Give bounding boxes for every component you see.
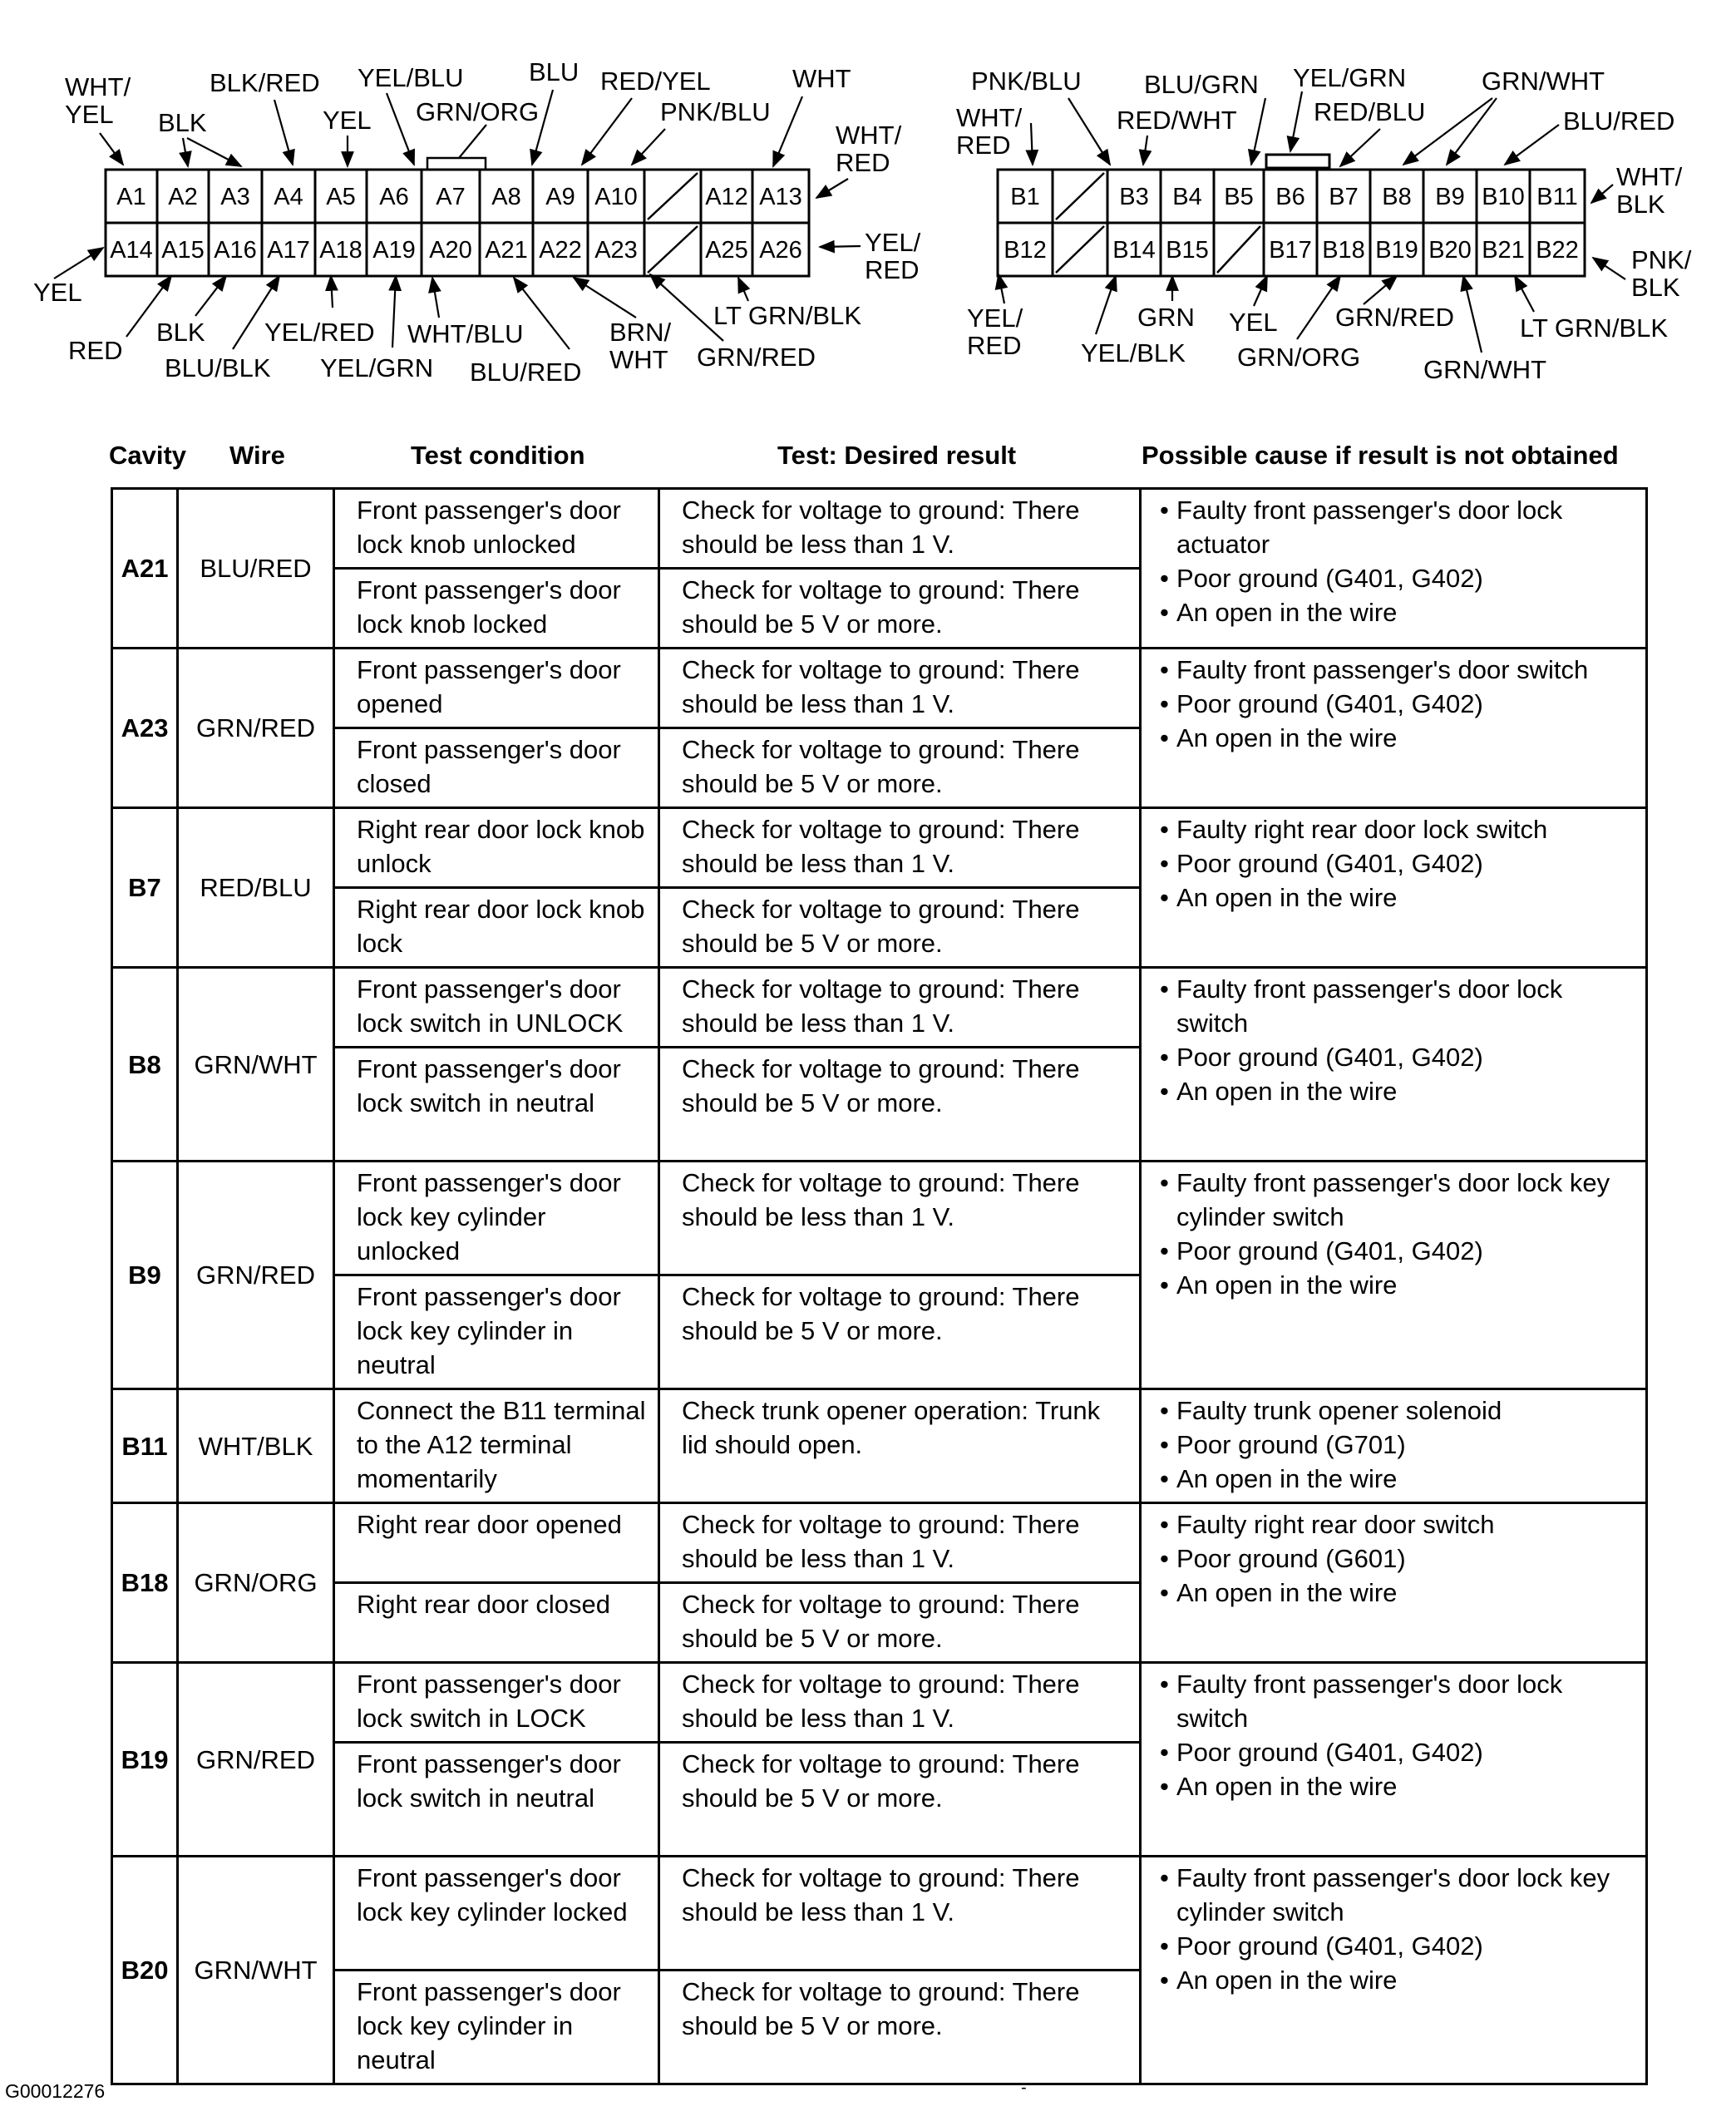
test-condition-cell: Right rear door lock knob lock bbox=[334, 888, 659, 968]
header-possible-cause: Possible cause if result is not obtained bbox=[1142, 441, 1619, 470]
wire-label: RED bbox=[956, 131, 1011, 160]
pin-label: B20 bbox=[1428, 237, 1472, 264]
wire-label: RED bbox=[865, 255, 920, 284]
pin-label: A21 bbox=[485, 237, 528, 264]
desired-result-cell: Check for voltage to ground: There should be 5 V or more. bbox=[659, 569, 1141, 649]
pin-label: A8 bbox=[491, 184, 521, 210]
wire-label: WHT/ bbox=[956, 103, 1023, 132]
table-row bbox=[112, 1162, 1647, 1275]
pin-label: B22 bbox=[1536, 237, 1579, 264]
wire-label: GRN/ORG bbox=[1237, 343, 1361, 372]
connector-b-lock-tab bbox=[1266, 155, 1329, 168]
pin-label: B1 bbox=[1010, 184, 1040, 210]
cause-item: • An open in the wire bbox=[1160, 721, 1637, 755]
cavity-cell: B19 bbox=[112, 1663, 178, 1857]
connector-b bbox=[998, 170, 1585, 276]
cause-item: • Faulty front passenger's door lock key cylinder switch bbox=[1160, 1861, 1637, 1929]
test-condition-cell: Right rear door opened bbox=[334, 1503, 659, 1583]
cause-list bbox=[1160, 1667, 1637, 1803]
possible-cause-cell bbox=[1141, 489, 1647, 649]
wire-label: GRN/RED bbox=[1335, 303, 1454, 332]
pin-label: A15 bbox=[161, 237, 205, 264]
cause-list bbox=[1160, 812, 1637, 915]
pin-label: A12 bbox=[705, 184, 748, 210]
wire-label: WHT/ bbox=[836, 121, 902, 150]
cause-list bbox=[1160, 1393, 1637, 1496]
cause-item: • Poor ground (G601) bbox=[1160, 1541, 1637, 1576]
wire-label: RED/BLU bbox=[1314, 97, 1426, 126]
cause-item: • Faulty front passenger's door lock switch bbox=[1160, 972, 1637, 1040]
wire-label: PNK/BLU bbox=[660, 97, 771, 126]
wire-label: BRN/ bbox=[609, 318, 672, 347]
desired-result-cell: Check for voltage to ground: There should be less than 1 V. bbox=[659, 1663, 1141, 1743]
pin-label: A14 bbox=[110, 237, 153, 264]
desired-result-cell: Check for voltage to ground: There should be less than 1 V. bbox=[659, 649, 1141, 728]
wire-label: WHT/ bbox=[65, 72, 131, 101]
cause-item: • An open in the wire bbox=[1160, 1576, 1637, 1610]
pin-label: B15 bbox=[1166, 237, 1209, 264]
test-condition-cell: Front passenger's door lock switch in neutral bbox=[334, 1048, 659, 1162]
connector-a-lock-tab bbox=[427, 158, 486, 170]
table-row bbox=[112, 968, 1647, 1048]
desired-result-cell: Check for voltage to ground: There should be 5 V or more. bbox=[659, 1743, 1141, 1857]
cause-list bbox=[1160, 493, 1637, 629]
cause-item: • Poor ground (G401, G402) bbox=[1160, 1234, 1637, 1268]
wire-label: RED bbox=[836, 148, 890, 177]
pin-label: B10 bbox=[1482, 184, 1525, 210]
desired-result-cell: Check for voltage to ground: There should be 5 V or more. bbox=[659, 1971, 1141, 2084]
wire-label: YEL/BLU bbox=[358, 63, 464, 92]
test-condition-cell: Front passenger's door lock knob locked bbox=[334, 569, 659, 649]
cause-item: • Poor ground (G401, G402) bbox=[1160, 561, 1637, 595]
wire-label: LT GRN/BLK bbox=[713, 301, 862, 330]
table-row bbox=[112, 649, 1647, 728]
wire-label: BLK/RED bbox=[210, 68, 320, 97]
cause-item: • An open in the wire bbox=[1160, 1268, 1637, 1302]
cavity-cell: B9 bbox=[112, 1162, 178, 1389]
pin-label: A20 bbox=[429, 237, 472, 264]
pin-label: B18 bbox=[1322, 237, 1365, 264]
pin-label: A23 bbox=[594, 237, 638, 264]
wire-label: BLU/RED bbox=[1563, 106, 1675, 136]
possible-cause-cell bbox=[1141, 1503, 1647, 1663]
wire-label: BLU/RED bbox=[470, 358, 582, 387]
possible-cause-cell bbox=[1141, 1389, 1647, 1503]
wire-label: BLK bbox=[1616, 190, 1665, 219]
wire-label: WHT bbox=[609, 345, 668, 374]
wire-label: GRN/ORG bbox=[416, 97, 540, 126]
pin-label: A7 bbox=[436, 184, 466, 210]
connector-a bbox=[106, 170, 809, 276]
desired-result-cell: Check for voltage to ground: There should be less than 1 V. bbox=[659, 489, 1141, 569]
wire-label: YEL/RED bbox=[264, 318, 375, 347]
wire-label: BLU/GRN bbox=[1144, 70, 1259, 99]
test-condition-cell: Right rear door lock knob unlock bbox=[334, 808, 659, 888]
test-condition-cell: Front passenger's door lock knob unlocked bbox=[334, 489, 659, 569]
pin-label: A25 bbox=[705, 237, 748, 264]
possible-cause-cell bbox=[1141, 1162, 1647, 1389]
wire-label: YEL/BLK bbox=[1081, 338, 1186, 367]
wire-label: RED bbox=[68, 336, 123, 365]
wire-label: LT GRN/BLK bbox=[1520, 313, 1669, 343]
test-condition-cell: Right rear door closed bbox=[334, 1583, 659, 1663]
wire-cell: GRN/RED bbox=[178, 649, 334, 808]
test-table bbox=[111, 487, 1648, 2085]
wire-label: BLK bbox=[158, 108, 207, 137]
wire-label: RED/YEL bbox=[600, 67, 711, 96]
wire-label: YEL/ bbox=[865, 228, 921, 257]
wire-label: YEL bbox=[323, 106, 372, 135]
pin-label: B17 bbox=[1269, 237, 1312, 264]
pin-label: A1 bbox=[116, 184, 146, 210]
cause-list bbox=[1160, 1507, 1637, 1610]
wire-label: BLU/BLK bbox=[165, 353, 271, 382]
cause-item: • Poor ground (G401, G402) bbox=[1160, 687, 1637, 721]
header-test-condition: Test condition bbox=[411, 441, 585, 470]
cause-item: • Poor ground (G401, G402) bbox=[1160, 1735, 1637, 1769]
pin-label: A3 bbox=[220, 184, 250, 210]
pin-label: A19 bbox=[372, 237, 416, 264]
wire-label: GRN/WHT bbox=[1482, 67, 1605, 96]
desired-result-cell: Check for voltage to ground: There should be 5 V or more. bbox=[659, 888, 1141, 968]
figure-id: G00012276 bbox=[5, 2080, 106, 2102]
test-condition-cell: Front passenger's door lock key cylinder in neutral bbox=[334, 1971, 659, 2084]
wire-cell: BLU/RED bbox=[178, 489, 334, 649]
pin-label: B21 bbox=[1482, 237, 1525, 264]
test-condition-cell: Front passenger's door lock switch in neutral bbox=[334, 1743, 659, 1857]
cause-item: • An open in the wire bbox=[1160, 595, 1637, 629]
wire-label: BLU bbox=[529, 57, 579, 86]
possible-cause-cell bbox=[1141, 808, 1647, 968]
wire-label: YEL/GRN bbox=[1293, 63, 1407, 92]
wire-label: YEL/GRN bbox=[320, 353, 434, 382]
pin-label: B8 bbox=[1382, 184, 1412, 210]
cause-item: • Faulty front passenger's door lock actuator bbox=[1160, 493, 1637, 561]
wire-cell: GRN/RED bbox=[178, 1162, 334, 1389]
wire-label: BLK bbox=[156, 318, 205, 347]
test-condition-cell: Front passenger's door lock key cylinder in neutral bbox=[334, 1275, 659, 1389]
pin-label: B9 bbox=[1435, 184, 1465, 210]
pin-label: B5 bbox=[1224, 184, 1254, 210]
pin-label: A17 bbox=[267, 237, 310, 264]
desired-result-cell: Check for voltage to ground: There should be less than 1 V. bbox=[659, 1503, 1141, 1583]
test-condition-cell: Front passenger's door opened bbox=[334, 649, 659, 728]
cause-item: • Faulty right rear door switch bbox=[1160, 1507, 1637, 1541]
header-wire: Wire bbox=[229, 441, 285, 470]
pin-label: A26 bbox=[759, 237, 802, 264]
wire-cell: GRN/ORG bbox=[178, 1503, 334, 1663]
cavity-cell: B8 bbox=[112, 968, 178, 1162]
table-row bbox=[112, 1503, 1647, 1583]
cavity-cell: A21 bbox=[112, 489, 178, 649]
wire-label: PNK/ bbox=[1631, 245, 1692, 274]
desired-result-cell: Check for voltage to ground: There should be less than 1 V. bbox=[659, 808, 1141, 888]
desired-result-cell: Check for voltage to ground: There should be 5 V or more. bbox=[659, 1275, 1141, 1389]
cause-list bbox=[1160, 1166, 1637, 1302]
pin-label: B4 bbox=[1172, 184, 1202, 210]
header-desired-result: Test: Desired result bbox=[777, 441, 1017, 470]
wire-label: GRN/RED bbox=[697, 343, 816, 372]
header-cavity: Cavity bbox=[109, 441, 187, 470]
table-row bbox=[112, 1389, 1647, 1503]
stray-mark: - bbox=[1021, 2079, 1027, 2097]
pin-label: A22 bbox=[539, 237, 582, 264]
possible-cause-cell bbox=[1141, 649, 1647, 808]
desired-result-cell: Check for voltage to ground: There should be 5 V or more. bbox=[659, 1048, 1141, 1162]
cause-item: • Poor ground (G701) bbox=[1160, 1428, 1637, 1462]
desired-result-cell: Check for voltage to ground: There should be 5 V or more. bbox=[659, 728, 1141, 808]
wire-label: WHT/BLU bbox=[407, 319, 524, 348]
desired-result-cell: Check for voltage to ground: There should be 5 V or more. bbox=[659, 1583, 1141, 1663]
wire-label: BLK bbox=[1631, 273, 1680, 302]
pin-label: B12 bbox=[1004, 237, 1047, 264]
desired-result-cell: Check for voltage to ground: There should be less than 1 V. bbox=[659, 1857, 1141, 1971]
cause-item: • Faulty front passenger's door lock switch bbox=[1160, 1667, 1637, 1735]
test-condition-cell: Front passenger's door lock key cylinder unlocked bbox=[334, 1162, 659, 1275]
desired-result-cell: Check trunk opener operation: Trunk lid should open. bbox=[659, 1389, 1141, 1503]
cavity-cell: B18 bbox=[112, 1503, 178, 1663]
wire-label: RED/WHT bbox=[1117, 106, 1237, 135]
test-condition-cell: Front passenger's door lock switch in UNLOCK bbox=[334, 968, 659, 1048]
wire-cell: RED/BLU bbox=[178, 808, 334, 968]
cavity-cell: B11 bbox=[112, 1389, 178, 1503]
cavity-cell: B7 bbox=[112, 808, 178, 968]
table-row bbox=[112, 1857, 1647, 1971]
cavity-cell: A23 bbox=[112, 649, 178, 808]
possible-cause-cell bbox=[1141, 1663, 1647, 1857]
cause-item: • Faulty right rear door lock switch bbox=[1160, 812, 1637, 846]
desired-result-cell: Check for voltage to ground: There should be less than 1 V. bbox=[659, 968, 1141, 1048]
wire-label: GRN/WHT bbox=[1423, 355, 1547, 384]
table-row bbox=[112, 1663, 1647, 1743]
test-condition-cell: Front passenger's door lock key cylinder locked bbox=[334, 1857, 659, 1971]
test-condition-cell: Connect the B11 terminal to the A12 terminal momentarily bbox=[334, 1389, 659, 1503]
pin-label: A10 bbox=[594, 184, 638, 210]
cause-item: • An open in the wire bbox=[1160, 1769, 1637, 1803]
cause-item: • Faulty trunk opener solenoid bbox=[1160, 1393, 1637, 1428]
wire-label: YEL bbox=[65, 100, 114, 129]
wire-cell: GRN/RED bbox=[178, 1663, 334, 1857]
cavity-cell: B20 bbox=[112, 1857, 178, 2084]
pin-label: B11 bbox=[1536, 184, 1578, 210]
pin-label: B19 bbox=[1375, 237, 1418, 264]
desired-result-cell: Check for voltage to ground: There should be less than 1 V. bbox=[659, 1162, 1141, 1275]
wire-label: WHT/ bbox=[1616, 162, 1683, 191]
connector-diagram bbox=[0, 0, 1736, 399]
wire-cell: GRN/WHT bbox=[178, 968, 334, 1162]
wire-label: YEL/ bbox=[967, 303, 1023, 333]
cause-list bbox=[1160, 972, 1637, 1108]
possible-cause-cell bbox=[1141, 1857, 1647, 2084]
possible-cause-cell bbox=[1141, 968, 1647, 1162]
pin-label: B14 bbox=[1112, 237, 1156, 264]
cause-item: • Faulty front passenger's door lock key cylinder switch bbox=[1160, 1166, 1637, 1234]
wire-cell: GRN/WHT bbox=[178, 1857, 334, 2084]
wire-cell: WHT/BLK bbox=[178, 1389, 334, 1503]
cause-item: • An open in the wire bbox=[1160, 1963, 1637, 1997]
cause-item: • Faulty front passenger's door switch bbox=[1160, 653, 1637, 687]
wire-label: YEL bbox=[1229, 308, 1278, 337]
pin-label: A5 bbox=[326, 184, 356, 210]
wire-label: GRN bbox=[1137, 303, 1195, 332]
pin-label: B3 bbox=[1119, 184, 1149, 210]
pin-label: B7 bbox=[1329, 184, 1359, 210]
cause-list bbox=[1160, 1861, 1637, 1997]
wire-label: PNK/BLU bbox=[971, 67, 1082, 96]
table-row bbox=[112, 489, 1647, 569]
pin-label: A2 bbox=[168, 184, 198, 210]
pin-label: A16 bbox=[214, 237, 257, 264]
pin-label: A4 bbox=[274, 184, 303, 210]
pin-label: A9 bbox=[545, 184, 575, 210]
pin-label: A18 bbox=[319, 237, 362, 264]
pin-label: B6 bbox=[1275, 184, 1305, 210]
pin-label: A13 bbox=[759, 184, 802, 210]
cause-item: • An open in the wire bbox=[1160, 1074, 1637, 1108]
pin-label: A6 bbox=[379, 184, 409, 210]
cause-item: • Poor ground (G401, G402) bbox=[1160, 1040, 1637, 1074]
test-condition-cell: Front passenger's door lock switch in LOCK bbox=[334, 1663, 659, 1743]
test-condition-cell: Front passenger's door closed bbox=[334, 728, 659, 808]
cause-item: • An open in the wire bbox=[1160, 880, 1637, 915]
cause-item: • Poor ground (G401, G402) bbox=[1160, 1929, 1637, 1963]
cause-item: • An open in the wire bbox=[1160, 1462, 1637, 1496]
wire-label: WHT bbox=[792, 64, 851, 93]
cause-list bbox=[1160, 653, 1637, 755]
table-row bbox=[112, 808, 1647, 888]
wire-label: YEL bbox=[33, 278, 82, 307]
cause-item: • Poor ground (G401, G402) bbox=[1160, 846, 1637, 880]
wire-label: RED bbox=[967, 331, 1022, 360]
